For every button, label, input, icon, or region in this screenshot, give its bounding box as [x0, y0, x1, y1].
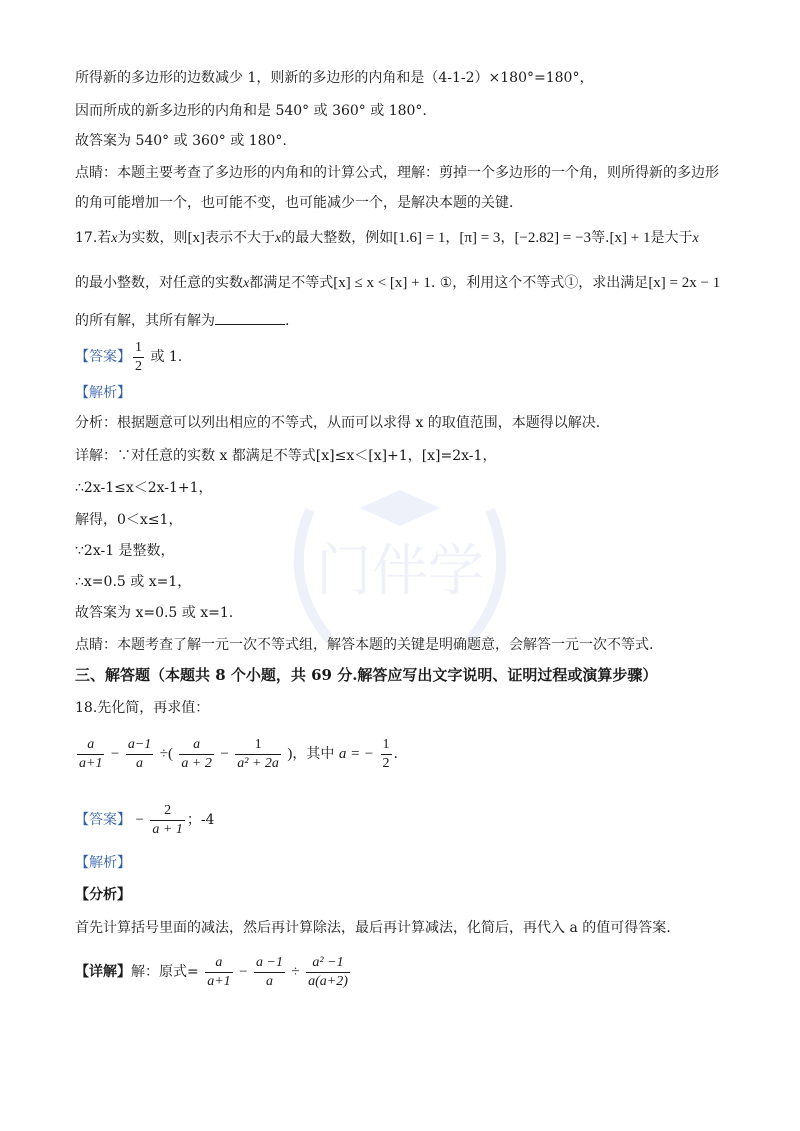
- q18-answer: 【答案】 − $\frac{2}{a + 1}$ ；-4: [75, 802, 215, 837]
- prev-line-4: 点睛：本题主要考查了多边形的内角和的计算公式，理解：剪掉一个多边形的一个角，则所得新的多边形: [75, 165, 719, 181]
- q17-line-3: 的所有解，其所有解为 .: [75, 310, 289, 331]
- sol17-line-2: 详解：∵对任意的实数 x 都满足不等式[x]≤x＜[x]+1，[x]=2x-1，: [75, 448, 497, 464]
- prev-line-5: 的角可能增加一个，也可能不变，也可能减少一个，是解决本题的关键.: [75, 195, 514, 211]
- q18-fenxi-text: 首先计算括号里面的减法，然后再计算除法，最后再计算减法，化简后，再代入 a 的值可得答案.: [75, 920, 671, 936]
- sol17-line-1: 分析：根据题意可以列出相应的不等式，从而可以求得 x 的取值范围，本题得以解决.: [75, 415, 601, 431]
- svg-text:门伴学: 门伴学: [316, 539, 484, 604]
- answer-fraction: $\frac{1}{2}$: [135, 339, 142, 374]
- sol17-line-6: ∴x=0.5 或 x=1，: [75, 574, 192, 590]
- q18-expression: $\frac{a}{a+1}$ − $\frac{a-1}{a}$ ÷( $\frac{a}{a + 2}$ − $\frac{1}{\text{a² + 2a}}$ )，其中 a = − $\frac{1}{2}$ .: [79, 736, 398, 771]
- sol17-line-3: ∴2x-1≤x＜2x-1+1，: [75, 480, 213, 496]
- watermark-logo: [270, 470, 530, 660]
- q17-jiexi-tag: 【解析】: [75, 385, 131, 401]
- sol17-line-5: ∵2x-1 是整数，: [75, 543, 175, 559]
- q18-title: 18.先化简，再求值：: [75, 700, 210, 716]
- q18-fenxi-tag: 【分析】: [75, 887, 131, 903]
- q18-jiexi-tag: 【解析】: [75, 855, 131, 871]
- q17-line-2: 的最小整数，对任意的实数x都满足不等式[x] ≤ x < [x] + 1. ①，利用这个不等式①，求出满足[x] = 2x − 1: [75, 275, 721, 291]
- prev-line-3: 故答案为 540° 或 360° 或 180°.: [75, 133, 287, 149]
- sol17-line-8: 点睛：本题考查了解一元一次不等式组，解答本题的关键是明确题意，会解答一元一次不等式.: [75, 637, 654, 653]
- sol17-line-4: 解得，0＜x≤1，: [75, 512, 183, 528]
- sol17-line-7: 故答案为 x=0.5 或 x=1.: [75, 605, 234, 621]
- q18-detail: 【详解】解：原式= $\frac{a}{a+1}$ − $\frac{a -1}{a}$ ÷ $\frac{\text{a² −1}}{a(a+2)}$: [75, 954, 348, 989]
- prev-line-2: 因而所成的新多边形的内角和是 540° 或 360° 或 180°.: [75, 103, 427, 119]
- answer-blank: [215, 310, 285, 325]
- q17-answer: 【答案】 $\frac{1}{2}$ 或 1.: [75, 339, 183, 374]
- q17-line-1: 17.若x为实数，则[x]表示不大于x的最大整数，例如[1.6] = 1，[π] = 3，[−2.82] = −3等.[x] + 1是大于x: [75, 230, 699, 246]
- prev-line-1: 所得新的多边形的边数减少 1，则新的多边形的内角和是（4-1-2）×180°=180°，: [75, 70, 594, 86]
- section-3-heading: 三、解答题（本题共 8 个小题，共 69 分.解答应写出文字说明、证明过程或演算步骤）: [75, 666, 658, 684]
